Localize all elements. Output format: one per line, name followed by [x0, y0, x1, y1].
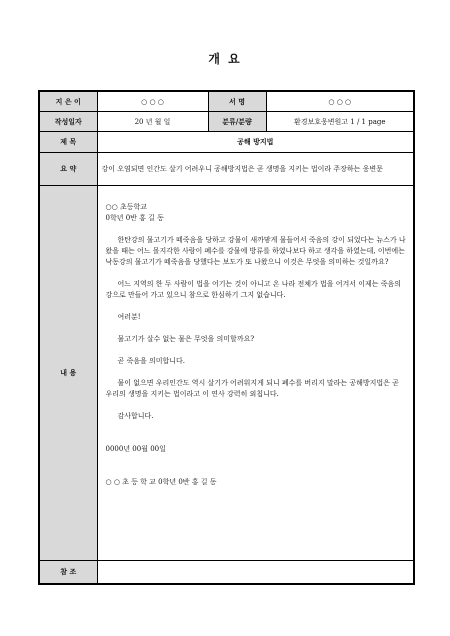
- document-title: 개 요: [208, 52, 242, 66]
- subject-value: 공해 방지법: [97, 132, 414, 153]
- overview-form: [38, 90, 415, 585]
- student-line: 0학년 0반 홍 길 동: [105, 214, 164, 222]
- paragraph-5: 곧 죽음을 의미합니다.: [117, 357, 186, 365]
- subject-label: 제 목: [39, 132, 97, 153]
- paragraph-3: 여러분!: [117, 313, 141, 321]
- reference-value: [97, 561, 414, 585]
- paragraph-7: 감사합니다.: [117, 412, 154, 420]
- content-body: [97, 186, 414, 561]
- date-value: 20 년 월 일: [97, 112, 208, 132]
- paragraph-4: 물고기가 살수 없는 물은 무엇을 의미할까요?: [117, 335, 255, 343]
- author-value: ○ ○ ○: [97, 91, 208, 112]
- category-label: 분류/분량: [208, 112, 266, 132]
- content-label: 내 용: [39, 186, 97, 561]
- paragraph-1: 한탄강의 물고기가 떼죽음을 당하고 강물이 새까맣게 물들어서 죽음의 강이 되었다는 뉴스가 나왔을 때는 어느 몰지각한 사람이 폐수를 강물에 방류를 하였나보다 하고 생각을 하였는데, 이번에는 낙동강의 물고기가 떼죽음을 당했다는 보도가 또 나왔으니 이것은 무엇을 의미하는 것일까요?: [105, 236, 406, 266]
- category-value: 환경보호웅변원고 1 / 1 page: [266, 112, 414, 132]
- date-label: 작성일자: [39, 112, 97, 132]
- school-line: ○○ 초등학교: [105, 203, 147, 211]
- signature-label: 서 명: [208, 91, 266, 112]
- speech-date: 0000년 00월 00일: [105, 445, 166, 453]
- reference-label: 참 조: [39, 561, 97, 585]
- paragraph-2: 어느 지역의 한 두 사람이 법을 어기는 것이 아니고 온 나라 전체가 법을 어겨서 이제는 죽음의 강으로 만들어 가고 있으니 참으로 한심하기 그지 없습니다.: [105, 280, 402, 299]
- summary-label: 요 약: [39, 153, 97, 186]
- author-label: 지 은 이: [39, 91, 97, 112]
- summary-value: 강이 오염되면 인간도 살기 어려우니 공해방지법은 곧 생명을 지키는 법이라 주장하는 웅변문: [97, 153, 414, 186]
- signature-value: ○ ○ ○: [266, 91, 414, 112]
- paragraph-6: 물이 없으면 우리인간도 역시 살기가 어려워지게 되니 폐수를 버리지 말라는 공해방지법은 곧 우리의 생명을 지키는 법이라고 이 연사 강력히 외칩니다.: [105, 379, 399, 398]
- signoff-line: ○ ○ 초 등 학 교 0학년 0반 홍 길 동: [105, 478, 217, 486]
